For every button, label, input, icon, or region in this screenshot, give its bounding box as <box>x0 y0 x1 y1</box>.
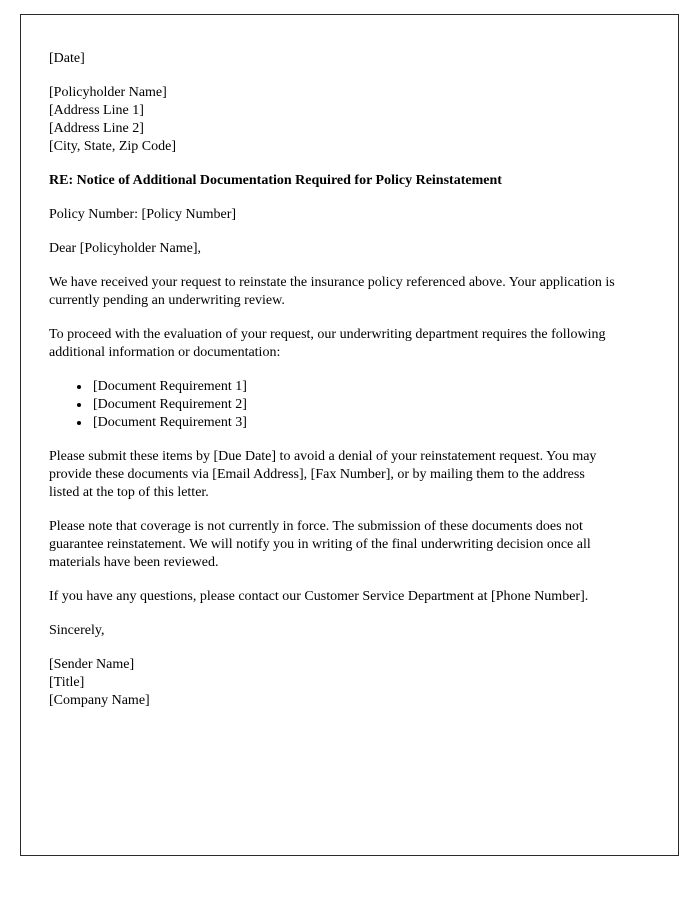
date-placeholder: [Date] <box>49 51 85 66</box>
paragraph-documentation-intro: To proceed with the evaluation of your request, our underwriting department requires the following additional information or documentation: <box>49 327 606 360</box>
recipient-city-state-zip: [City, State, Zip Code] <box>49 139 177 154</box>
letter-page <box>20 14 679 856</box>
paragraph-submission-deadline: Please submit these items by [Due Date] to avoid a denial of your reinstatement request. You may provide these documents via [Email Address], [Fax Number], or by mailing them to the address listed at the top of this letter. <box>49 449 597 500</box>
document-requirement-item: • [Document Requirement 2] <box>91 396 618 414</box>
recipient-address-line-1: [Address Line 1] <box>49 103 144 118</box>
subject-line: RE: Notice of Additional Documentation Required for Policy Reinstatement <box>49 173 502 188</box>
recipient-name: [Policyholder Name] <box>49 85 167 100</box>
sender-company: [Company Name] <box>49 693 150 708</box>
sender-name: [Sender Name] <box>49 657 135 672</box>
paragraph-contact-info: If you have any questions, please contact our Customer Service Department at [Phone Number]. <box>49 589 589 604</box>
letter-content <box>21 15 678 710</box>
document-requirements-list <box>49 378 618 432</box>
recipient-address-block <box>49 84 618 156</box>
sender-title: [Title] <box>49 675 85 690</box>
paragraph-coverage-notice: Please note that coverage is not currently in force. The submission of these documents does not guarantee reinstatement. We will notify you in writing of the final underwriting decision once all materials have been reviewed. <box>49 519 591 570</box>
paragraph-received-request: We have received your request to reinstate the insurance policy referenced above. Your application is currently pending an underwriting review. <box>49 275 615 308</box>
signature-block <box>49 656 618 710</box>
closing: Sincerely, <box>49 623 105 638</box>
salutation: Dear [Policyholder Name], <box>49 241 201 256</box>
document-requirement-item: • [Document Requirement 3] <box>91 414 618 432</box>
date-block <box>49 50 618 68</box>
document-requirement-item: • [Document Requirement 1] <box>91 378 618 396</box>
recipient-address-line-2: [Address Line 2] <box>49 121 144 136</box>
policy-number-line: Policy Number: [Policy Number] <box>49 207 237 222</box>
